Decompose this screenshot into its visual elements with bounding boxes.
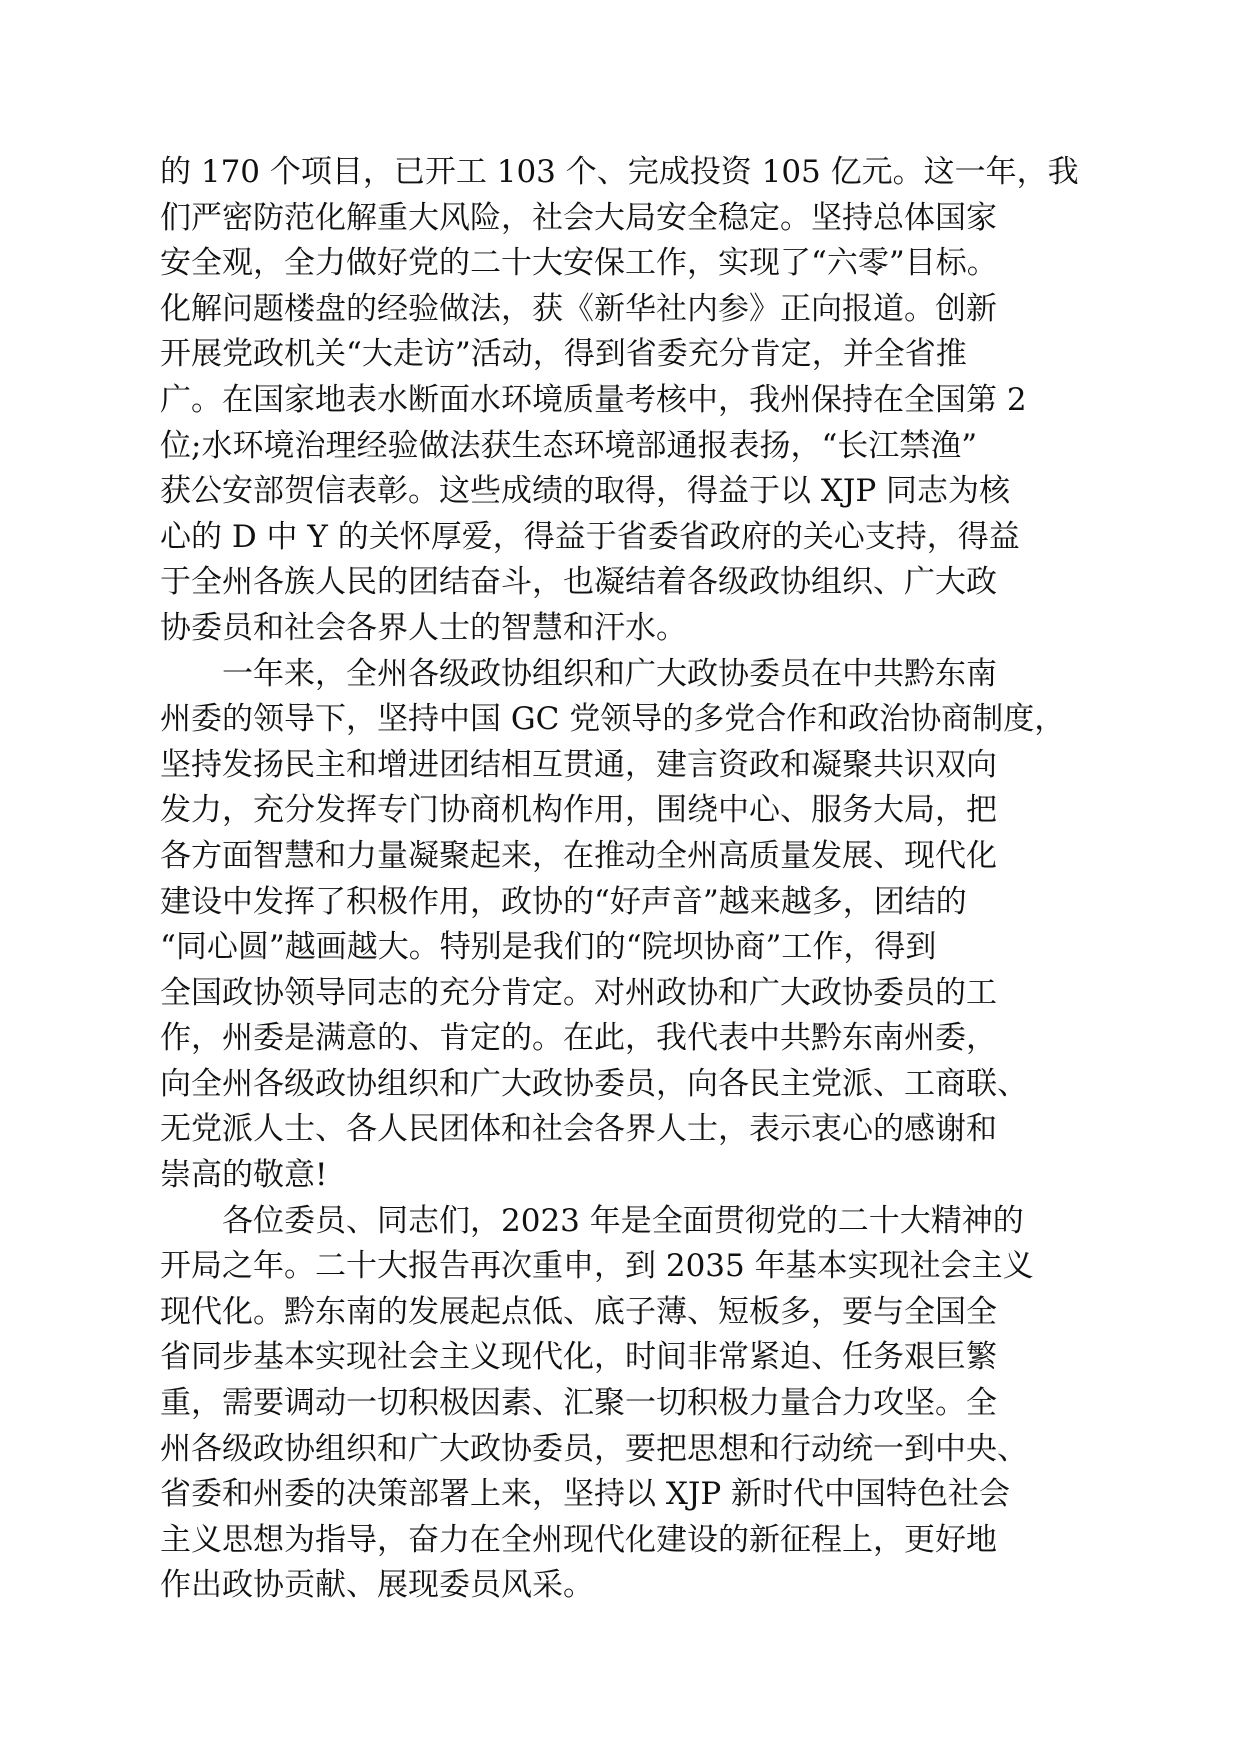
text-line: 州各级政协组织和广大政协委员，要把思想和行动统一到中央、 xyxy=(160,1430,1028,1467)
text-line: 各方面智慧和力量凝聚起来，在推动全州高质量发展、现代化 xyxy=(160,837,997,874)
text-line: 协委员和社会各界人士的智慧和汗水。 xyxy=(160,609,687,646)
text-line: 作，州委是满意的、肯定的。在此，我代表中共黔东南州委， xyxy=(160,1020,997,1057)
text-line: 位;水环境治理经验做法获生态环境部通报表扬，“长江禁渔” xyxy=(160,427,978,464)
text-line: 广。在国家地表水断面水环境质量考核中，我州保持在全国第 2 xyxy=(160,381,1027,418)
text-line: 安全观，全力做好党的二十大安保工作，实现了“六零”目标。 xyxy=(160,245,998,282)
text-line: “同心圆”越画越大。特别是我们的“院坝协商”工作，得到 xyxy=(160,929,937,966)
text-line: 获公安部贺信表彰。这些成绩的取得，得益于以 XJP 同志为核 xyxy=(160,473,1011,510)
text-line: 主义思想为指导，奋力在全州现代化建设的新征程上，更好地 xyxy=(160,1521,997,1558)
text-line: 的 170 个项目，已开工 103 个、完成投资 105 亿元。这一年，我 xyxy=(160,154,1079,190)
text-line: 建设中发挥了积极作用，政协的“好声音”越来越多，团结的 xyxy=(160,883,967,920)
text-line: 们严密防范化解重大风险，社会大局安全稳定。坚持总体国家 xyxy=(160,199,997,236)
text-line: 各位委员、同志们，2023 年是全面贯彻党的二十大精神的 xyxy=(160,1202,1024,1239)
text-line: 省同步基本实现社会主义现代化，时间非常紧迫、任务艰巨繁 xyxy=(160,1339,997,1376)
text-line: 崇高的敬意! xyxy=(160,1157,328,1194)
text-line: 州委的领导下，坚持中国 GC 党领导的多党合作和政治协商制度， xyxy=(160,701,1066,738)
text-line: 一年来，全州各级政协组织和广大政协委员在中共黔东南 xyxy=(160,655,997,692)
text-line: 于全州各族人民的团结奋斗，也凝结着各级政协组织、广大政 xyxy=(160,564,997,601)
text-line: 开局之年。二十大报告再次重申，到 2035 年基本实现社会主义 xyxy=(160,1248,1034,1285)
text-line: 省委和州委的决策部署上来，坚持以 XJP 新时代中国特色社会 xyxy=(160,1476,1011,1513)
text-line: 重，需要调动一切积极因素、汇聚一切积极力量合力攻坚。全 xyxy=(160,1385,997,1422)
text-line: 发力，充分发挥专门协商机构作用，围绕中心、服务大局，把 xyxy=(160,792,997,829)
text-line: 心的 D 中 Y 的关怀厚爱，得益于省委省政府的关心支持，得益 xyxy=(160,518,1020,555)
document-body-text xyxy=(160,150,1120,1609)
text-line: 无党派人士、各人民团体和社会各界人士，表示衷心的感谢和 xyxy=(160,1111,997,1148)
text-line: 坚持发扬民主和增进团结相互贯通，建言资政和凝聚共识双向 xyxy=(160,746,997,783)
text-line: 作出政协贡献、展现委员风采。 xyxy=(160,1567,594,1604)
text-line: 全国政协领导同志的充分肯定。对州政协和广大政协委员的工 xyxy=(160,974,997,1011)
text-line: 向全州各级政协组织和广大政协委员，向各民主党派、工商联、 xyxy=(160,1065,1028,1102)
text-line: 开展党政机关“大走访”活动，得到省委充分肯定，并全省推 xyxy=(160,336,967,373)
text-line: 现代化。黔东南的发展起点低、底子薄、短板多，要与全国全 xyxy=(160,1293,997,1330)
text-line: 化解问题楼盘的经验做法，获《新华社内参》正向报道。创新 xyxy=(160,290,997,327)
